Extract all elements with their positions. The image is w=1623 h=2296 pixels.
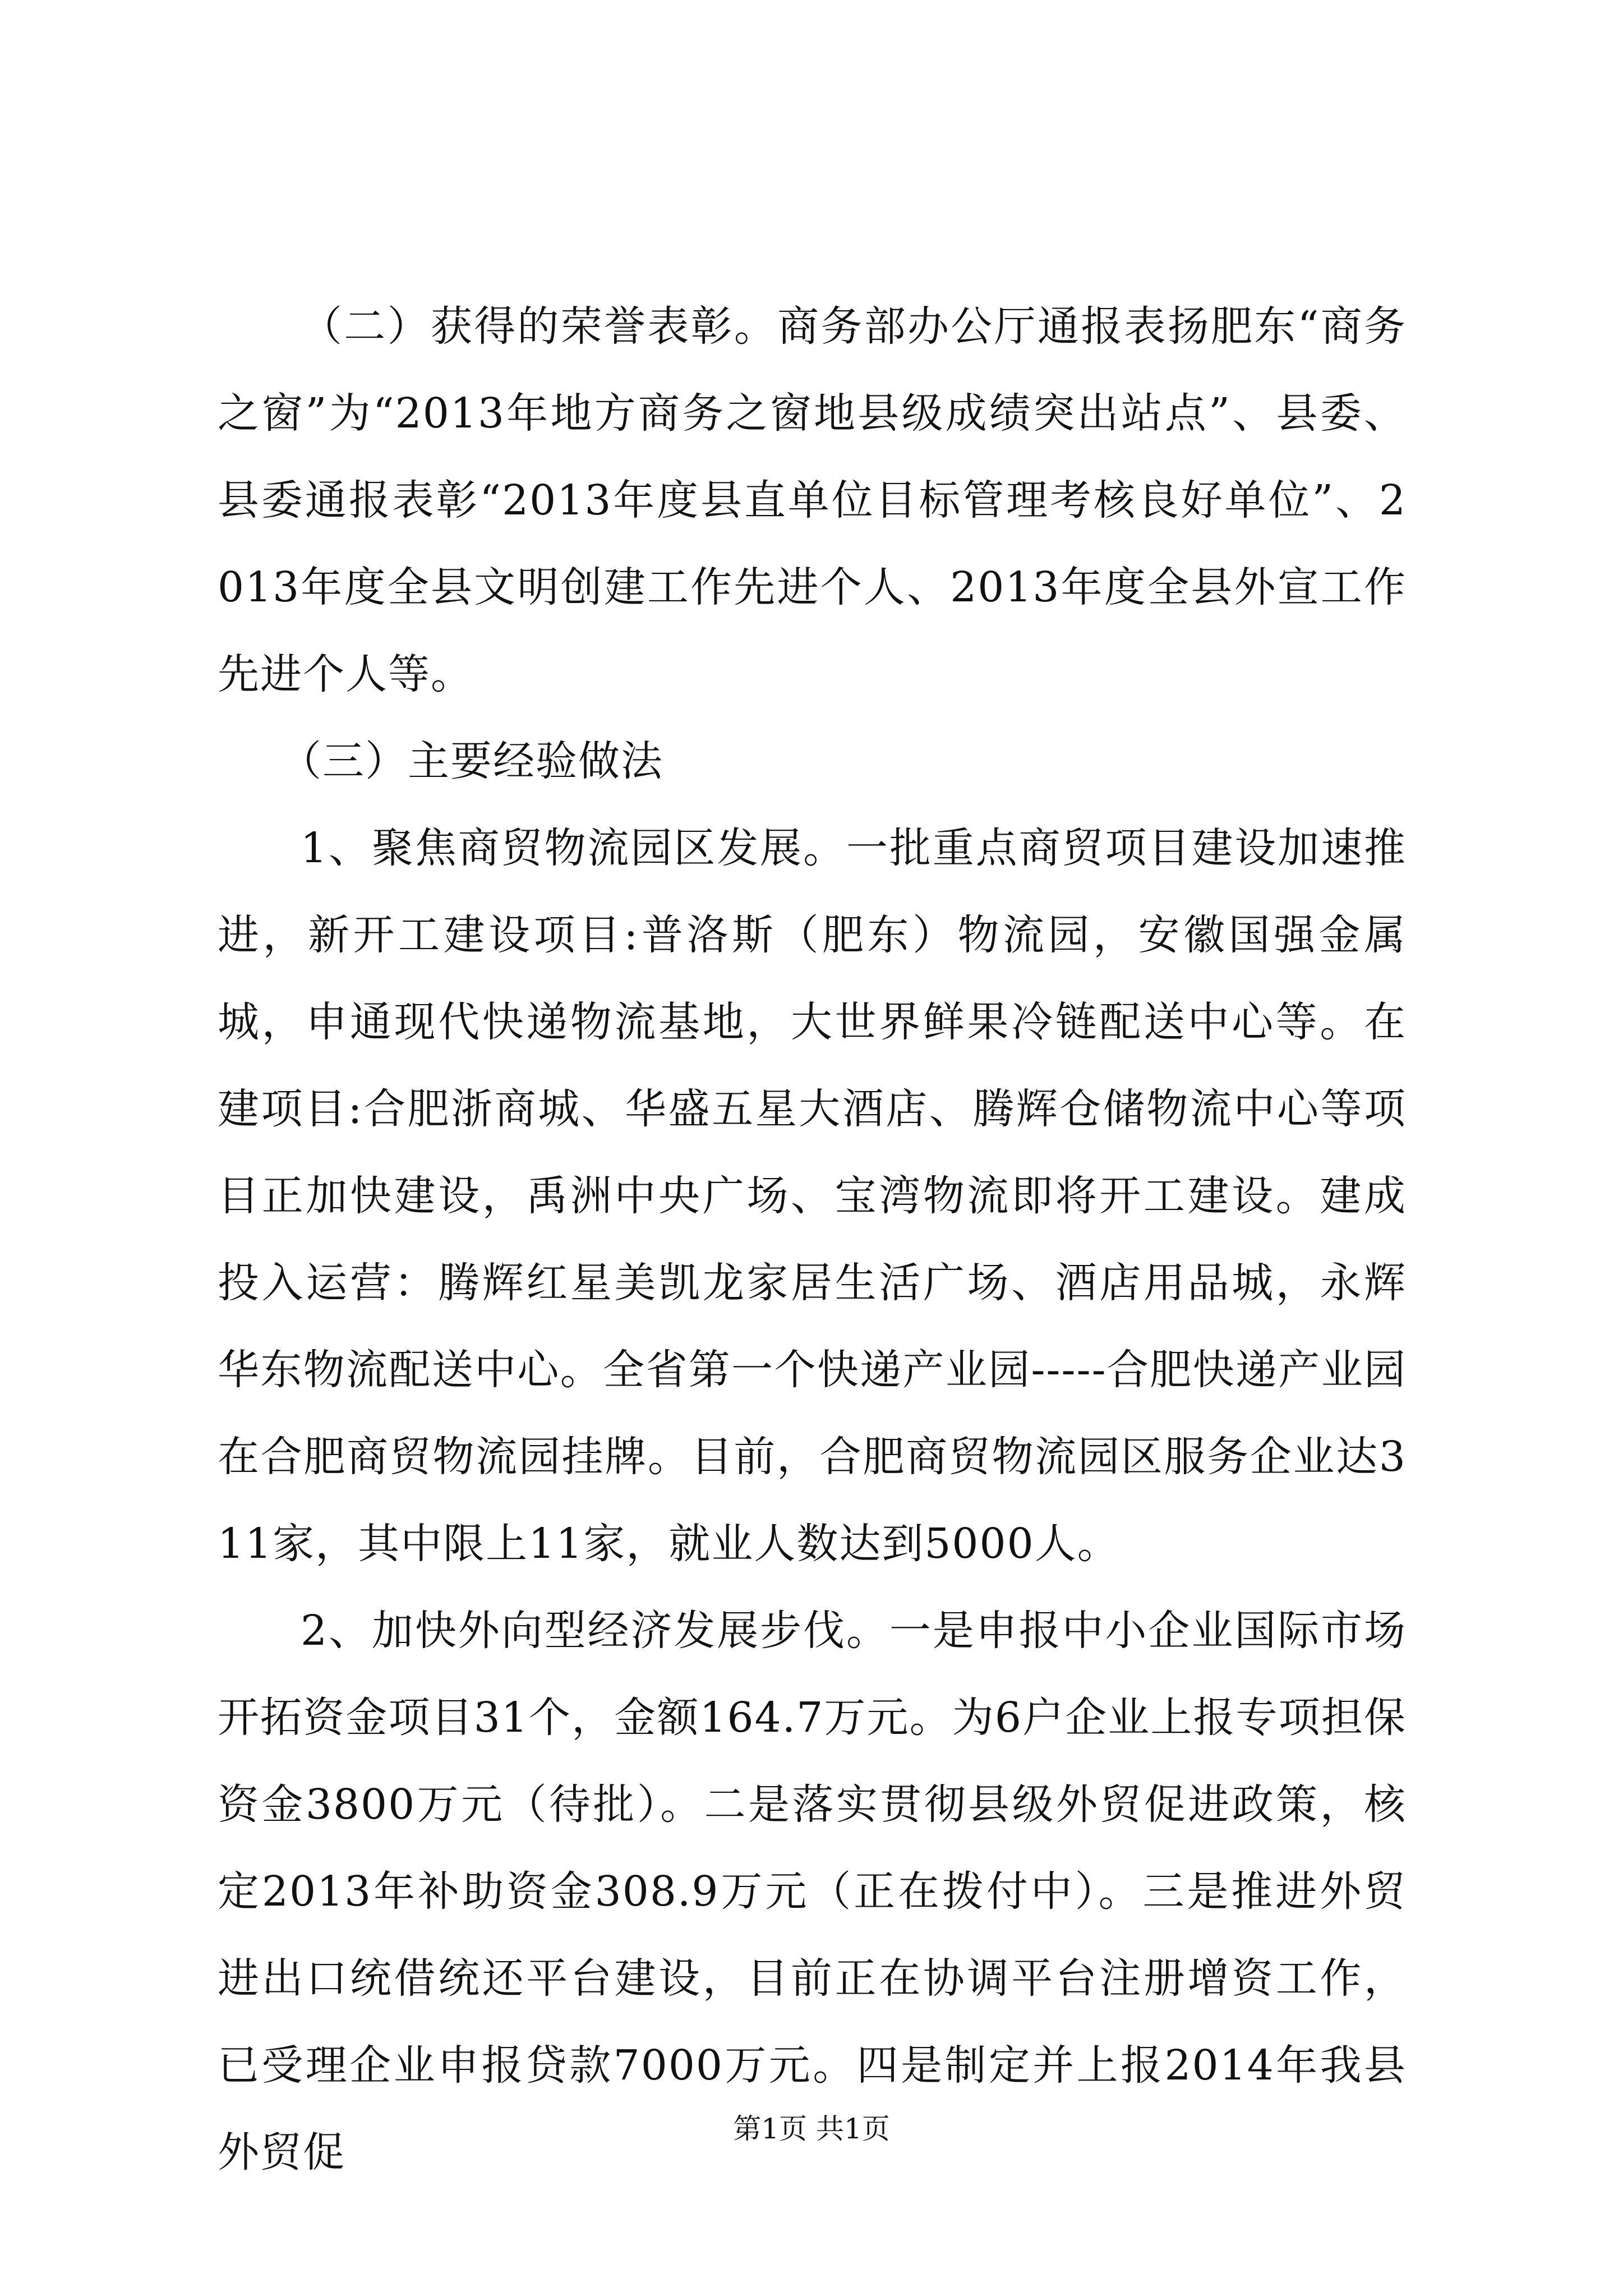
paragraph-logistics-park: 1、聚焦商贸物流园区发展。一批重点商贸项目建设加速推进，新开工建设项目:普洛斯（肥东）物流园，安徽国强金属城，申通现代快递物流基地，大世界鲜果冷链配送中心等。在建项目:合肥浙商城、华盛五星大酒店、腾辉仓储物流中心等项目正加快建设，禹洲中央广场、宝湾物流即将开工建设。建成投入运营：腾辉红星美凯龙家居生活广场、酒店用品城，永辉华东物流配送中心。全省第一个快递产业园-----合肥快递产业园在合肥商贸物流园挂牌。目前，合肥商贸物流园区服务企业达311家，其中限上11家，就业人数达到5000人。 bbox=[218, 824, 1407, 1568]
paragraph-honors: （二）获得的荣誉表彰。商务部办公厅通报表扬肥东“商务之窗”为“2013年地方商务之窗地县级成绩突出站点”、县委、县委通报表彰“2013年度县直单位目标管理考核良好单位”、2013年度全县文明创建工作先进个人、2013年度全县外宣工作先进个人等。 bbox=[218, 302, 1407, 698]
paragraph-export-economy: 2、加快外向型经济发展步伐。一是申报中小企业国际市场开拓资金项目31个，金额164.7万元。为6户企业上报专项担保资金3800万元（待批）。二是落实贯彻县级外贸促进政策，核定2013年补助资金308.9万元（正在拨付中）。三是推进外贸进出口统借统还平台建设，目前正在协调平台注册增资工作，已受理企业申报贷款7000万元。四是制定并上报2014年我县外贸促 bbox=[218, 1607, 1407, 2177]
section-heading-experience: （三）主要经验做法 bbox=[280, 737, 663, 785]
document-body bbox=[218, 283, 1407, 2196]
page-number-footer: 第1页 共1页 bbox=[733, 2113, 890, 2145]
